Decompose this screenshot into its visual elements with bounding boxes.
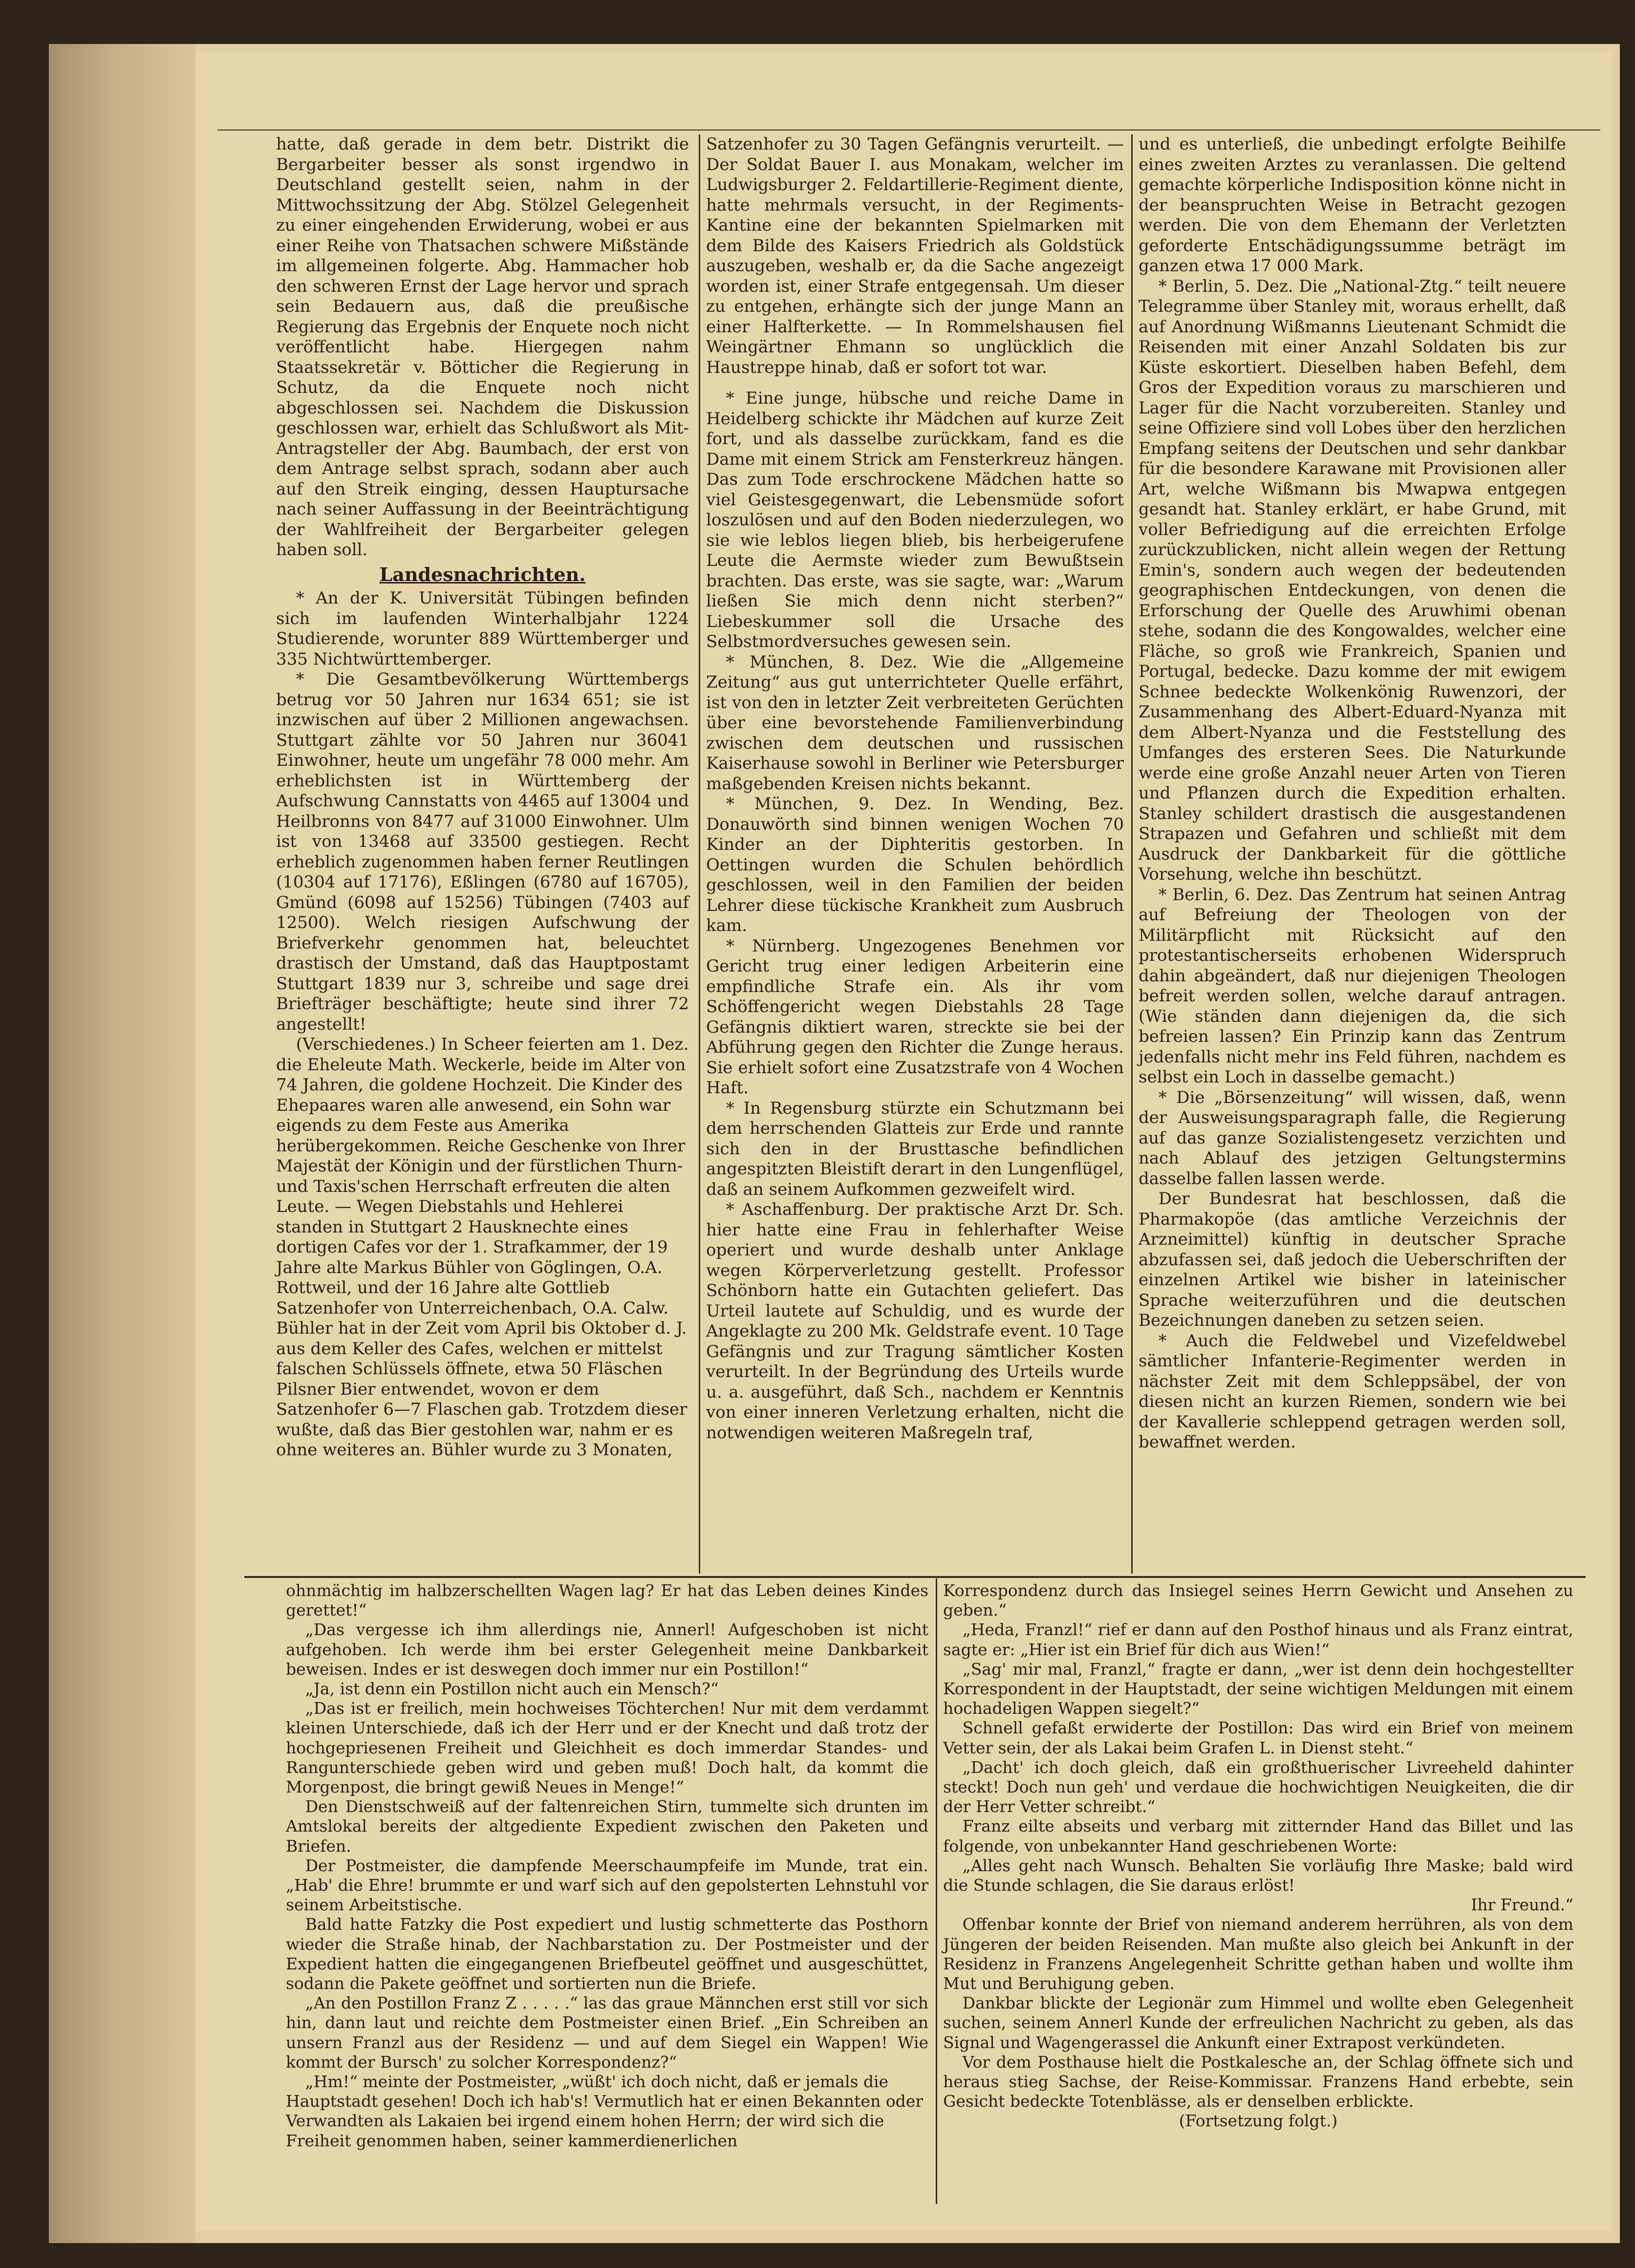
article-paragraph: * In Regensburg stürzte ein Schutzmann bei dem herrschenden Glatteis zur Erde und rannte sich den in der Brusttasche befindlichen angespitzten Bleistift derart in den Lungenflügel, daß an seinem Aufkommen gezweifelt wird. [706,1098,1124,1199]
page-edges [49,44,195,2243]
article-paragraph: * An der K. Universität Tübingen befinden sich im laufenden Winterhalbjahr 1224 Studierende, worunter 889 Württemberger und 335 Nichtwürttemberger. [276,588,689,669]
feuilleton-left [286,1581,928,2151]
story-paragraph: Offenbar konnte der Brief von niemand anderem herrühren, als von dem Jüngeren der beiden Reisenden. Man mußte also gleich bei Ankunft in der Residenz in Franzens Angelegenheit Schritte gethan haben und wollte ihm Mut und Beruhigung geben. [943,1915,1573,1993]
feuilleton-rule [244,1576,1586,1578]
article-paragraph: Satzenhofer zu 30 Tagen Gefängnis verurteilt. — Der Soldat Bauer I. aus Monakam, welcher im Ludwigsburger 2. Feldartillerie-Regiment diente, hatte mehrmals versucht, in der Regiments-Kantine eine der bekannten Spielmarken mit dem Bilde des Kaisers Friedrich als Goldstück auszugeben, weshalb er, da die Sache angezeigt worden ist, einer Strafe entgegensah. Um dieser zu entgehen, erhängte sich der junge Mann an einer Halfterkette. — In Rommelshausen fiel Weingärtner Ehmann so unglücklich die Haustreppe hinab, daß er sofort tot war. [706,134,1124,377]
story-paragraph: „Ja, ist denn ein Postillon nicht auch ein Mensch?“ [305,1679,719,1699]
column-1 [276,134,689,1461]
article-paragraph: (Verschiedenes.) In Scheer feierten am 1. Dez. die Eheleute Math. Weckerle, beide im Alter von 74 Jahren, die goldene Hochzeit. Die Kinder des Ehepaares waren alle anwesend, ein Sohn war eigends zu dem Feste aus Amerika herübergekommen. Reiche Geschenke von Ihrer Majestät der Königin und der fürstlichen Thurn- und Taxis'schen Herrschaft erfreuten die alten Leute. — Wegen Diebstahls und Hehlerei standen in Stuttgart 2 Hausknechte eines dortigen Cafes vor der 1. Strafkammer, der 19 Jahre alte Markus Bühler von Göglingen, O.A. Rottweil, und der 16 Jahre alte Gottlieb Satzenhofer von Unterreichenbach, O.A. Calw. Bühler hat in der Zeit vom April bis Oktober d. J. aus dem Keller des Cafes, welchen er mittelst falschen Schlüssels öffnete, etwa 50 Fläschen Pilsner Bier entwendet, wovon er dem Satzenhofer 6—7 Flaschen gab. Trotzdem dieser wußte, daß das Bier gestohlen war, nahm er es ohne weiteres an. Bühler wurde zu 3 Monaten, [276,1035,689,1460]
article-paragraph: * Die „Börsenzeitung“ will wissen, daß, wenn der Ausweisungsparagraph falle, die Regierung auf das ganze Sozialistengesetz verzichten und nach Ablauf des jetzigen Geltungstermins dasselbe fallen lassen werde. [1139,1087,1566,1188]
story-paragraph: Schnell gefaßt erwiderte der Postillon: Das wird ein Brief von meinem Vetter sein, der als Lakai beim Grafen L. in Dienst steht.“ [943,1718,1573,1757]
article-paragraph: hatte, daß gerade in dem betr. Distrikt die Bergarbeiter besser als sonst irgendwo in Deutschland gestellt seien, nahm in der Mittwochssitzung der Abg. Stölzel Gelegenheit zu einer eingehenden Erwiderung, wobei er aus einer Reihe von Thatsachen schwere Mißstände im allgemeinen folgerte. Abg. Hammacher hob den schweren Ernst der Lage hervor und sprach sein Bedauern aus, daß die preußische Regierung das Ergebnis der Enquete noch nicht veröffentlicht habe. Hiergegen nahm Staatssekretär v. Bötticher die Regierung in Schutz, da die Enquete noch nicht abgeschlossen sei. Nachdem die Diskussion geschlossen war, erhielt das Schlußwort als Mit-Antragsteller der Abg. Baumbach, der erst von dem Antrage selbst sprach, sodann aber auch auf den Streik einging, dessen Hauptursache nach seiner Auffassung in der Beeinträchtigung der Wahlfreiheit der Bergarbeiter gelegen haben soll. [276,134,689,560]
article-paragraph: * München, 9. Dez. In Wending, Bez. Donauwörth sind binnen wenigen Wochen 70 Kinder an der Diphteritis gestorben. In Oettingen wurden die Schulen behördlich geschlossen, weil in den Familien der beiden Lehrer diese tückische Krankheit zum Ausbruch kam. [706,794,1124,935]
story-paragraph: „Dacht' ich doch gleich, daß ein großthuerischer Livreeheld dahinter steckt! Doch nun geh' und verdaue die hochwichtigen Neuigkeiten, die dir der Herr Vetter schreibt.“ [943,1757,1573,1816]
column-rule-2 [1131,134,1133,1574]
story-paragraph: ohnmächtig im halbzerschellten Wagen lag? Er hat das Leben deines Kindes gerettet!“ [286,1581,928,1620]
story-paragraph: „Das ist er freilich, mein hochweises Töchterchen! Nur mit dem verdammt kleinen Unterschiede, daß ich der Herr und er der Knecht und daß trotz der hochgepriesenen Freiheit und Gleichheit es doch immerdar Standes- und Rangunterschiede geben wird und geben muß! Doch halt, da kommt die Morgenpost, die bringt gewiß Neues in Menge!“ [286,1699,928,1797]
story-paragraph: Vor dem Posthause hielt die Postkalesche an, der Schlag öffnete sich und heraus stieg Sachse, der Reise-Kommissar. Franzens Hand erbebte, sein Gesicht bedeckte Totenblässe, als er denselben erblickte. [943,2052,1573,2111]
article-paragraph: * Auch die Feldwebel und Vizefeldwebel sämtlicher Infanterie-Regimenter werden in nächster Zeit mit dem Schleppsäbel, der von diesen nicht an kurzen Riemen, sondern wie bei der Kavallerie schleppend getragen werden soll, bewaffnet werden. [1139,1331,1566,1452]
story-letter-signature: Ihr Freund.“ [1471,1895,1573,1915]
article-paragraph: * Berlin, 6. Dez. Das Zentrum hat seinen Antrag auf Befreiung der Theologen von der Militärpflicht mit Rücksicht auf den protestantischerseits erhobenen Widerspruch dahin abgeändert, daß nur diejenigen Theologen befreit werden sollen, welche darauf antragen. (Wie ständen dann diejenigen da, die sich befreien lassen? Ein Prinzip kann das Zentrum jedenfalls nicht mehr ins Feld führen, nachdem es selbst ein Loch in dasselbe gemacht.) [1139,885,1566,1087]
continuation-note: (Fortsetzung folgt.) [1179,2111,1338,2131]
story-paragraph: Korrespondenz durch das Insiegel seines Herrn Gewicht und Ansehen zu geben.“ [943,1581,1573,1620]
article-paragraph: * Aschaffenburg. Der praktische Arzt Dr. Sch. hier hatte eine Frau in fehlerhafter Weise operiert und wurde deshalb unter Anklage wegen Körperverletzung gestellt. Professor Schönborn hatte ein Gutachten geliefert. Das Urteil lautete auf Schuldig, und es wurde der Angeklagte zu 200 Mk. Geldstrafe event. 10 Tage Gefängnis und zur Tragung sämtlicher Kosten verurteilt. In der Begründung des Urteils wurde u. a. ausgeführt, daß Sch., nachdem er Kenntnis von einer inneren Verletzung erhalten, nicht die notwendigen weiteren Maßregeln traf, [706,1200,1124,1443]
story-paragraph: Bald hatte Fatzky die Post expediert und lustig schmetterte das Posthorn wieder die Straße hinab, der Nachbarstation zu. Der Postmeister und der Expedient hatten die eingegangenen Briefbeutel geöffnet und ausgeschüttet, sodann die Pakete geöffnet und sortierten nun die Briefe. [286,1915,928,1993]
story-paragraph: Der Postmeister, die dampfende Meerschaumpfeife im Munde, trat ein. „Hab' die Ehre! brummte er und warf sich auf den gepolsterten Lehnstuhl vor seinem Arbeitstische. [286,1856,928,1915]
column-3 [1139,134,1566,1453]
section-heading: Landesnachrichten. [379,563,586,585]
feuilleton-column-rule [936,1578,937,2204]
story-paragraph: „Das vergesse ich ihm allerdings nie, Annerl! Aufgeschoben ist nicht aufgehoben. Ich werde ihm bei erster Gelegenheit meine Dankbarkeit beweisen. Indes er ist deswegen doch immer nur ein Postillon!“ [286,1620,928,1679]
story-paragraph: Den Dienstschweiß auf der faltenreichen Stirn, tummelte sich drunten im Amtslokal bereits der altgediente Expedient zwischen den Paketen und Briefen. [286,1797,928,1856]
story-paragraph: „Heda, Franzl!“ rief er dann auf den Posthof hinaus und als Franz eintrat, sagte er: „Hier ist ein Brief für dich aus Wien!“ [943,1620,1573,1659]
story-paragraph: „An den Postillon Franz Z . . . . .“ las das graue Männchen erst still vor sich hin, dann laut und reichte dem Postmeister einen Brief. „Ein Schreiben an unsern Franzl aus der Residenz — und auf dem Siegel ein Wappen! Wie kommt der Bursch' zu solcher Korrespondenz?“ [286,1993,928,2072]
story-letter: „Alles geht nach Wunsch. Behalten Sie vorläufig Ihre Maske; bald wird die Stunde schlagen, die Sie daraus erlöst! [943,1856,1573,1895]
story-paragraph: „Hm!“ meinte der Postmeister, „wüßt' ich doch nicht, daß er jemals die Hauptstadt gesehen! Doch ich hab's! Vermutlich hat er einen Bekannten oder Verwandten als Lakaien bei irgend einem hohen Herrn; der wird sich die Freiheit genommen haben, seiner kammerdienerlichen [286,2072,923,2150]
newspaper-page [195,51,1613,2231]
article-paragraph: und es unterließ, die unbedingt erfolgte Beihilfe eines zweiten Arztes zu veranlassen. Die geltend gemachte körperliche Indisposition könne nicht in der beanspruchten Weise in Betracht gezogen werden. Die von dem Ehemann der Verletzten geforderte Entschädigungssumme beträgt im ganzen etwa 17 000 Mark. [1139,134,1566,276]
article-paragraph: * München, 8. Dez. Wie die „Allgemeine Zeitung“ aus gut unterrichteter Quelle erfährt, ist von den in letzter Zeit verbreiteten Gerüchten über eine bevorstehende Familienverbindung zwischen dem deutschen und russischen Kaiserhause sowohl in Berliner wie Petersburger maßgebenden Kreisen nichts bekannt. [706,652,1124,794]
article-paragraph: * Eine junge, hübsche und reiche Dame in Heidelberg schickte ihr Mädchen auf kurze Zeit fort, und als dasselbe zurückkam, fand es die Dame mit einem Strick am Fensterkreuz hängen. Das zum Tode erschrockene Mädchen hatte so viel Geistesgegenwart, die Lebensmüde sofort loszulösen und auf den Boden niederzulegen, wo sie wie leblos liegen blieb, bis herbeigerufene Leute die Aermste wieder zum Bewußtsein brachten. Das erste, was sie sagte, war: „Warum ließen Sie mich denn nicht sterben?“ Liebeskummer soll die Ursache des Selbstmordversuches gewesen sein. [706,389,1124,651]
article-paragraph: * Berlin, 5. Dez. Die „National-Ztg.“ teilt neuere Telegramme über Stanley mit, woraus erhellt, daß auf Anordnung Wißmanns Lieutenant Schmidt die Reisenden mit einer Anzahl Soldaten bis zur Küste eskortiert. Dieselben haben Befehl, dem Gros der Expedition voraus zu marschieren und Lager für die Nacht vorzubereiten. Stanley und seine Offiziere sind voll Lobes über den herzlichen Empfang seitens der Deutschen und sehr dankbar für die besondere Karawane mit Provisionen aller Art, welche Wißmann bis Mwapwa entgegen gesandt hat. Stanley erklärt, er habe Grund, mit voller Befriedigung auf die erreichten Erfolge zurückzublicken, nicht allein wegen der Rettung Emin's, sondern auch wegen der bedeutenden geographischen Entdeckungen, von denen die Erforschung der Quelle des Aruwhimi obenan stehe, sodann die des Kongowaldes, welcher eine Fläche, so groß wie Frankreich, Spanien und Portugal, bedecke. Dazu komme der mit ewigem Schnee bedeckte Wolkenkönig Ruwenzori, der Zusammenhang des Albert-Eduard-Nyanza mit dem Albert-Nyanza und die Feststellung des Umfanges des ersteren Sees. Die Naturkunde werde eine große Anzahl neuer Arten von Tieren und Pflanzen durch die Expedition erhalten. Stanley schildert drastisch die ausgestandenen Strapazen und Gefahren und schließt mit dem Ausdruck der Dankbarkeit für die göttliche Vorsehung, welche ihn beschützt. [1139,276,1566,884]
column-2 [706,134,1124,1443]
article-paragraph: * Nürnberg. Ungezogenes Benehmen vor Gericht trug einer ledigen Arbeiterin eine empfindliche Strafe ein. Als ihr vom Schöffengericht wegen Diebstahls 28 Tage Gefängnis diktiert waren, streckte sie bei der Abführung gegen den Richter die Zunge heraus. Sie erhielt sofort eine Zusatzstrafe von 4 Wochen Haft. [706,936,1124,1098]
column-rule-1 [699,134,700,1574]
story-paragraph: Franz eilte abseits und verbarg mit zitternder Hand das Billet und las folgende, von unbekannter Hand geschriebenen Worte: [943,1816,1573,1856]
story-paragraph: Dankbar blickte der Legionär zum Himmel und wollte eben Gelegenheit suchen, seinem Annerl Kunde der erfreulichen Nachricht zu geben, als das Signal und Wagengerassel die Ankunft einer Extrapost verkündeten. [943,1993,1573,2052]
story-paragraph: „Sag' mir mal, Franzl,“ fragte er dann, „wer ist denn dein hochgestellter Korrespondent in der Hauptstadt, der seine wichtigen Meldungen mit einem hochadeligen Wappen siegelt?“ [943,1659,1573,1718]
article-paragraph: * Die Gesamtbevölkerung Württembergs betrug vor 50 Jahren nur 1634 651; sie ist inzwischen auf über 2 Millionen angewachsen. Stuttgart zählte vor 50 Jahren nur 36041 Einwohner, heute um ungefähr 78 000 mehr. Am erheblichsten ist in Württemberg der Aufschwung Cannstatts von 4465 auf 13004 und Heilbronns von 8477 auf 31000 Einwohner. Ulm ist von 13468 auf 33500 gestiegen. Recht erheblich zugenommen haben ferner Reutlingen (10304 auf 17176), Eßlingen (6780 auf 16705), Gmünd (6098 auf 15256) Tübingen (7403 auf 12500). Welch riesigen Aufschwung der Briefverkehr genommen hat, beleuchtet drastisch der Umstand, daß das Hauptpostamt Stuttgart 1839 nur 3, schreibe und sage drei Briefträger beschäftigte; heute sind ihrer 72 angestellt! [276,670,689,1034]
feuilleton-right [943,1581,1573,2131]
article-paragraph: Der Bundesrat hat beschlossen, daß die Pharmakopöe (das amtliche Verzeichnis der Arzneimittel) künftig in deutscher Sprache abzufassen sei, daß jedoch die Ueberschriften der einzelnen Artikel wie bisher in lateinischer Sprache weiterzuführen und die deutschen Bezeichnungen daneben zu setzen seien. [1139,1189,1566,1330]
